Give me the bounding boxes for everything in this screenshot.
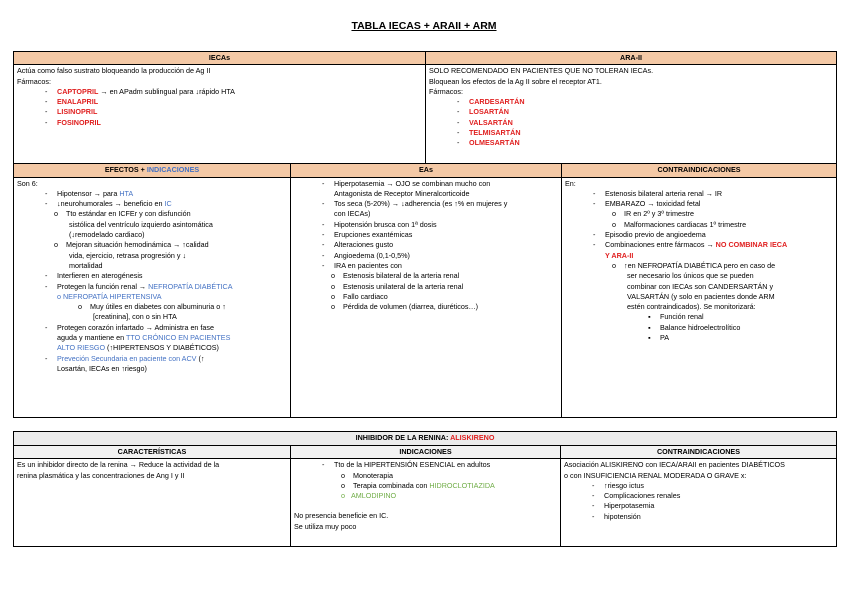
list-item-cont: o AMLODIPINO — [341, 491, 397, 501]
dash-bullet-icon: - — [592, 511, 595, 521]
list-item-cont: vida, ejercicio, retrasa progresión y ↓ — [69, 250, 187, 260]
list-item: - ↓neurohumorales → beneficio en IC — [45, 199, 172, 209]
list-item: o Mejoran situación hemodinámica → ↑calidad — [54, 240, 209, 250]
dash-bullet-icon: - — [45, 199, 48, 209]
list-item: ▪ Balance hidroelectrolítico — [648, 322, 741, 332]
list-item: - Preveción Secundaria en paciente con ACV (↑ — [45, 353, 205, 363]
list-item: - Complicaciones renales — [592, 491, 681, 501]
list-item: - Hiperpotasemia → OJO se combinan mucho con — [322, 178, 491, 188]
circle-bullet-icon: o — [612, 260, 617, 270]
list-item: o IR en 2º y 3º trimestre — [612, 209, 694, 219]
dash-bullet-icon: - — [322, 230, 325, 240]
page-title: TABLA IECAS + ARAII + ARM — [351, 20, 497, 32]
list-item-cont: combinar con IECAs son CANDERSARTÁN y — [627, 281, 774, 291]
list-item: - Hipotensor → para HTA — [45, 188, 134, 198]
dash-bullet-icon: - — [457, 138, 460, 148]
list-item: o Muy útiles en diabetes con albuminuria o ↑ — [78, 302, 226, 312]
circle-bullet-icon: o — [331, 291, 335, 301]
list-item-cont: aguda y mantiene en TTO CRÓNICO EN PACIENTES — [57, 333, 231, 343]
dash-bullet-icon: - — [322, 219, 325, 229]
list-item: - Hiperpotasemia — [592, 501, 655, 511]
circle-bullet-icon: o — [331, 271, 335, 281]
dash-bullet-icon: - — [45, 117, 48, 127]
dash-bullet-icon: - — [322, 240, 325, 250]
ara-header: ARA-II — [426, 52, 837, 65]
list-item: o Estenosis unilateral de la arteria renal — [331, 281, 464, 291]
caracteristicas-header: CARACTERÍSTICAS — [14, 446, 291, 459]
list-item: o Malformaciones cardiacas 1º trimestre — [612, 219, 747, 229]
square-bullet-icon: ▪ — [648, 322, 651, 332]
list-item: - Protegen la función renal → NEFROPATÍA DIABÉTICA — [45, 281, 233, 291]
contra-header: CONTRAINDICACIONES — [562, 164, 837, 177]
list-item: - Tto de la HIPERTENSIÓN ESENCIAL en adultos — [322, 460, 491, 470]
list-item: - EMBARAZO → toxicidad fetal — [593, 199, 701, 209]
list-item-cont: Losartán, IECAs en ↑riesgo) — [57, 363, 147, 373]
circle-bullet-icon: o — [341, 491, 345, 501]
car-line: renina plasmática y las concentraciones de Ang I y II — [17, 470, 185, 480]
list-item: - Erupciones exantémicas — [322, 230, 413, 240]
circle-bullet-icon: o — [54, 209, 58, 219]
list-item: ▪ Función renal — [648, 312, 704, 322]
list-item: - Estenosis bilateral arteria renal → IR — [593, 188, 723, 198]
list-item-cont: con IECAs) — [334, 209, 371, 219]
circle-bullet-icon: o — [331, 281, 335, 291]
iecas-ara-table — [13, 51, 837, 418]
dash-bullet-icon: - — [592, 501, 595, 511]
contraindicaciones-header: CONTRAINDICACIONES — [561, 446, 837, 459]
iecas-drug-enalapril: - ENALAPRIL — [45, 97, 99, 107]
dash-bullet-icon: - — [457, 117, 460, 127]
list-item-cont: Y ARA-II — [605, 250, 634, 260]
list-item-cont: (↓remodelado cardiaco) — [69, 230, 145, 240]
list-item: o Terapia combinada con HIDROCLOTIAZIDA — [341, 480, 495, 490]
iecas-header: IECAs — [14, 52, 426, 65]
iecas-drug-fosinopril: - FOSINOPRIL — [45, 117, 101, 127]
square-bullet-icon: ▪ — [648, 333, 651, 343]
list-item-cont: mortalidad — [69, 260, 103, 270]
iecas-drug-captopril: - CAPTOPRIL → en APadm sublingual para ↓rápido HTA — [45, 86, 235, 96]
car-line: Es un inhibidor directo de la renina → Reduce la actividad de la — [17, 460, 220, 470]
list-item: - ↑riesgo ictus — [592, 480, 644, 490]
efectos-header: EFECTOS + INDICACIONES — [14, 164, 291, 177]
efectos-cell — [14, 177, 291, 417]
spacer — [294, 501, 557, 511]
circle-bullet-icon: o — [612, 219, 617, 229]
dash-bullet-icon: - — [592, 491, 595, 501]
list-item: o Estenosis bilateral de la arteria renal — [331, 271, 460, 281]
circle-bullet-icon: o — [341, 480, 345, 490]
circle-bullet-icon: o — [612, 209, 617, 219]
ara-mechanism: Bloquean los efectos de la Ag II sobre el receptor AT1. — [429, 76, 602, 86]
dash-bullet-icon: - — [593, 188, 596, 198]
dash-bullet-icon: - — [45, 107, 48, 117]
list-item-cont: ser necesario los únicos que se pueden — [627, 271, 754, 281]
eas-header: EAs — [291, 164, 562, 177]
dash-bullet-icon: - — [593, 199, 596, 209]
list-item-cont: o NEFROPATÍA HIPERTENSIVA — [57, 291, 162, 301]
list-item: o ↑en NEFROPATÍA DIABÉTICA pero en caso de — [612, 260, 776, 270]
list-item: - Combinaciones entre fármacos → NO COMBINAR IECA — [593, 240, 788, 250]
list-item: - Hipotensión brusca con 1ª dosis — [322, 219, 437, 229]
dash-bullet-icon: - — [593, 240, 596, 250]
circle-bullet-icon: o — [78, 302, 82, 312]
circle-bullet-icon: o — [331, 302, 335, 312]
eas-cell — [291, 177, 562, 417]
caracteristicas-cell — [14, 459, 291, 547]
contraindicaciones-cell — [561, 459, 837, 547]
dash-bullet-icon: - — [322, 250, 325, 260]
contra-cell — [562, 177, 837, 417]
dash-bullet-icon: - — [457, 107, 460, 117]
indicaciones-header: INDICACIONES — [291, 446, 561, 459]
list-item: - hipotensión — [592, 511, 641, 521]
aliskireno-header: INHIBIDOR DE LA RENINA: ALISKIRENO — [14, 432, 837, 446]
list-item: o Tto estándar en ICFEr y con disfunción — [54, 209, 191, 219]
dash-bullet-icon: - — [322, 178, 325, 188]
iecas-cell — [14, 65, 426, 164]
dash-bullet-icon: - — [45, 86, 48, 96]
contra-intro: En: — [565, 178, 576, 188]
list-item: - Interfieren en aterogénesis — [45, 271, 143, 281]
ara-recommendation: SOLO RECOMENDADO EN PACIENTES QUE NO TOLERAN IECAs. — [429, 66, 654, 76]
list-item: o Pérdida de volumen (diarrea, diuréticos…) — [331, 302, 479, 312]
dash-bullet-icon: - — [593, 230, 596, 240]
ara-farmacos-label: Fármacos: — [429, 86, 463, 96]
list-item: - Angioedema (0,1-0,5%) — [322, 250, 410, 260]
aliskireno-table — [13, 431, 837, 547]
iecas-farmacos-label: Fármacos: — [17, 76, 51, 86]
list-item: o Fallo cardiaco — [331, 291, 388, 301]
circle-bullet-icon: o — [54, 240, 58, 250]
list-item-cont: [creatinina], con o sin HTA — [93, 312, 177, 322]
iecas-desc: Actúa como falso sustrato bloqueando la producción de Ag II — [17, 66, 211, 76]
dash-bullet-icon: - — [45, 97, 48, 107]
circle-bullet-icon: o — [341, 470, 345, 480]
list-item: o Monoterapia — [341, 470, 393, 480]
list-item: - Episodio previo de angioedema — [593, 230, 706, 240]
ara-cell — [426, 65, 837, 164]
ara-drug: - TELMISARTÁN — [457, 128, 521, 138]
dash-bullet-icon: - — [457, 128, 460, 138]
list-item-cont: Antagonista de Receptor Mineralcorticoide — [334, 188, 470, 198]
list-item-cont: estén contraindicados). Se monitorizará: — [627, 302, 756, 312]
dash-bullet-icon: - — [322, 199, 325, 209]
dash-bullet-icon: - — [45, 322, 48, 332]
con-line: Asociación ALISKIRENO con IECA/ARAII en pacientes DIABÉTICOS — [564, 460, 785, 470]
dash-bullet-icon: - — [457, 97, 460, 107]
ara-drug: - LOSARTÁN — [457, 107, 509, 117]
list-item-cont: ALTO RIESGO (↑HIPERTENSOS Y DIABÉTICOS) — [57, 343, 219, 353]
square-bullet-icon: ▪ — [648, 312, 651, 322]
dash-bullet-icon: - — [592, 480, 595, 490]
list-item: ▪ PA — [648, 333, 670, 343]
list-item: - IRA en pacientes con — [322, 260, 402, 270]
list-item-cont: VALSARTÁN (y solo en pacientes donde ARM — [627, 291, 775, 301]
indicaciones-cell — [291, 459, 561, 547]
ind-note: No presencia beneficie en IC. — [294, 511, 389, 521]
ind-note: Se utiliza muy poco — [294, 521, 357, 531]
list-item: - Tos seca (5-20%) → ↓adherencia (es ↑% en mujeres y — [322, 199, 508, 209]
dash-bullet-icon: - — [45, 188, 48, 198]
ara-drug: - CARDESARTÁN — [457, 97, 525, 107]
ara-drug: - OLMESARTÁN — [457, 138, 520, 148]
ara-drug: - VALSARTÁN — [457, 117, 513, 127]
dash-bullet-icon: - — [45, 353, 48, 363]
dash-bullet-icon: - — [322, 260, 325, 270]
list-item: - Protegen corazón infartado → Administra en fase — [45, 322, 215, 332]
list-item: - Alteraciones gusto — [322, 240, 394, 250]
con-line: o con INSUFICIENCIA RENAL MODERADA O GRAVE x: — [564, 470, 747, 480]
list-item-cont: sistólica del ventrículo izquierdo asintomática — [69, 219, 213, 229]
dash-bullet-icon: - — [322, 460, 325, 470]
dash-bullet-icon: - — [45, 281, 48, 291]
dash-bullet-icon: - — [45, 271, 48, 281]
efectos-intro: Son 6: — [17, 178, 38, 188]
iecas-drug-lisinopril: - LISINOPRIL — [45, 107, 98, 117]
